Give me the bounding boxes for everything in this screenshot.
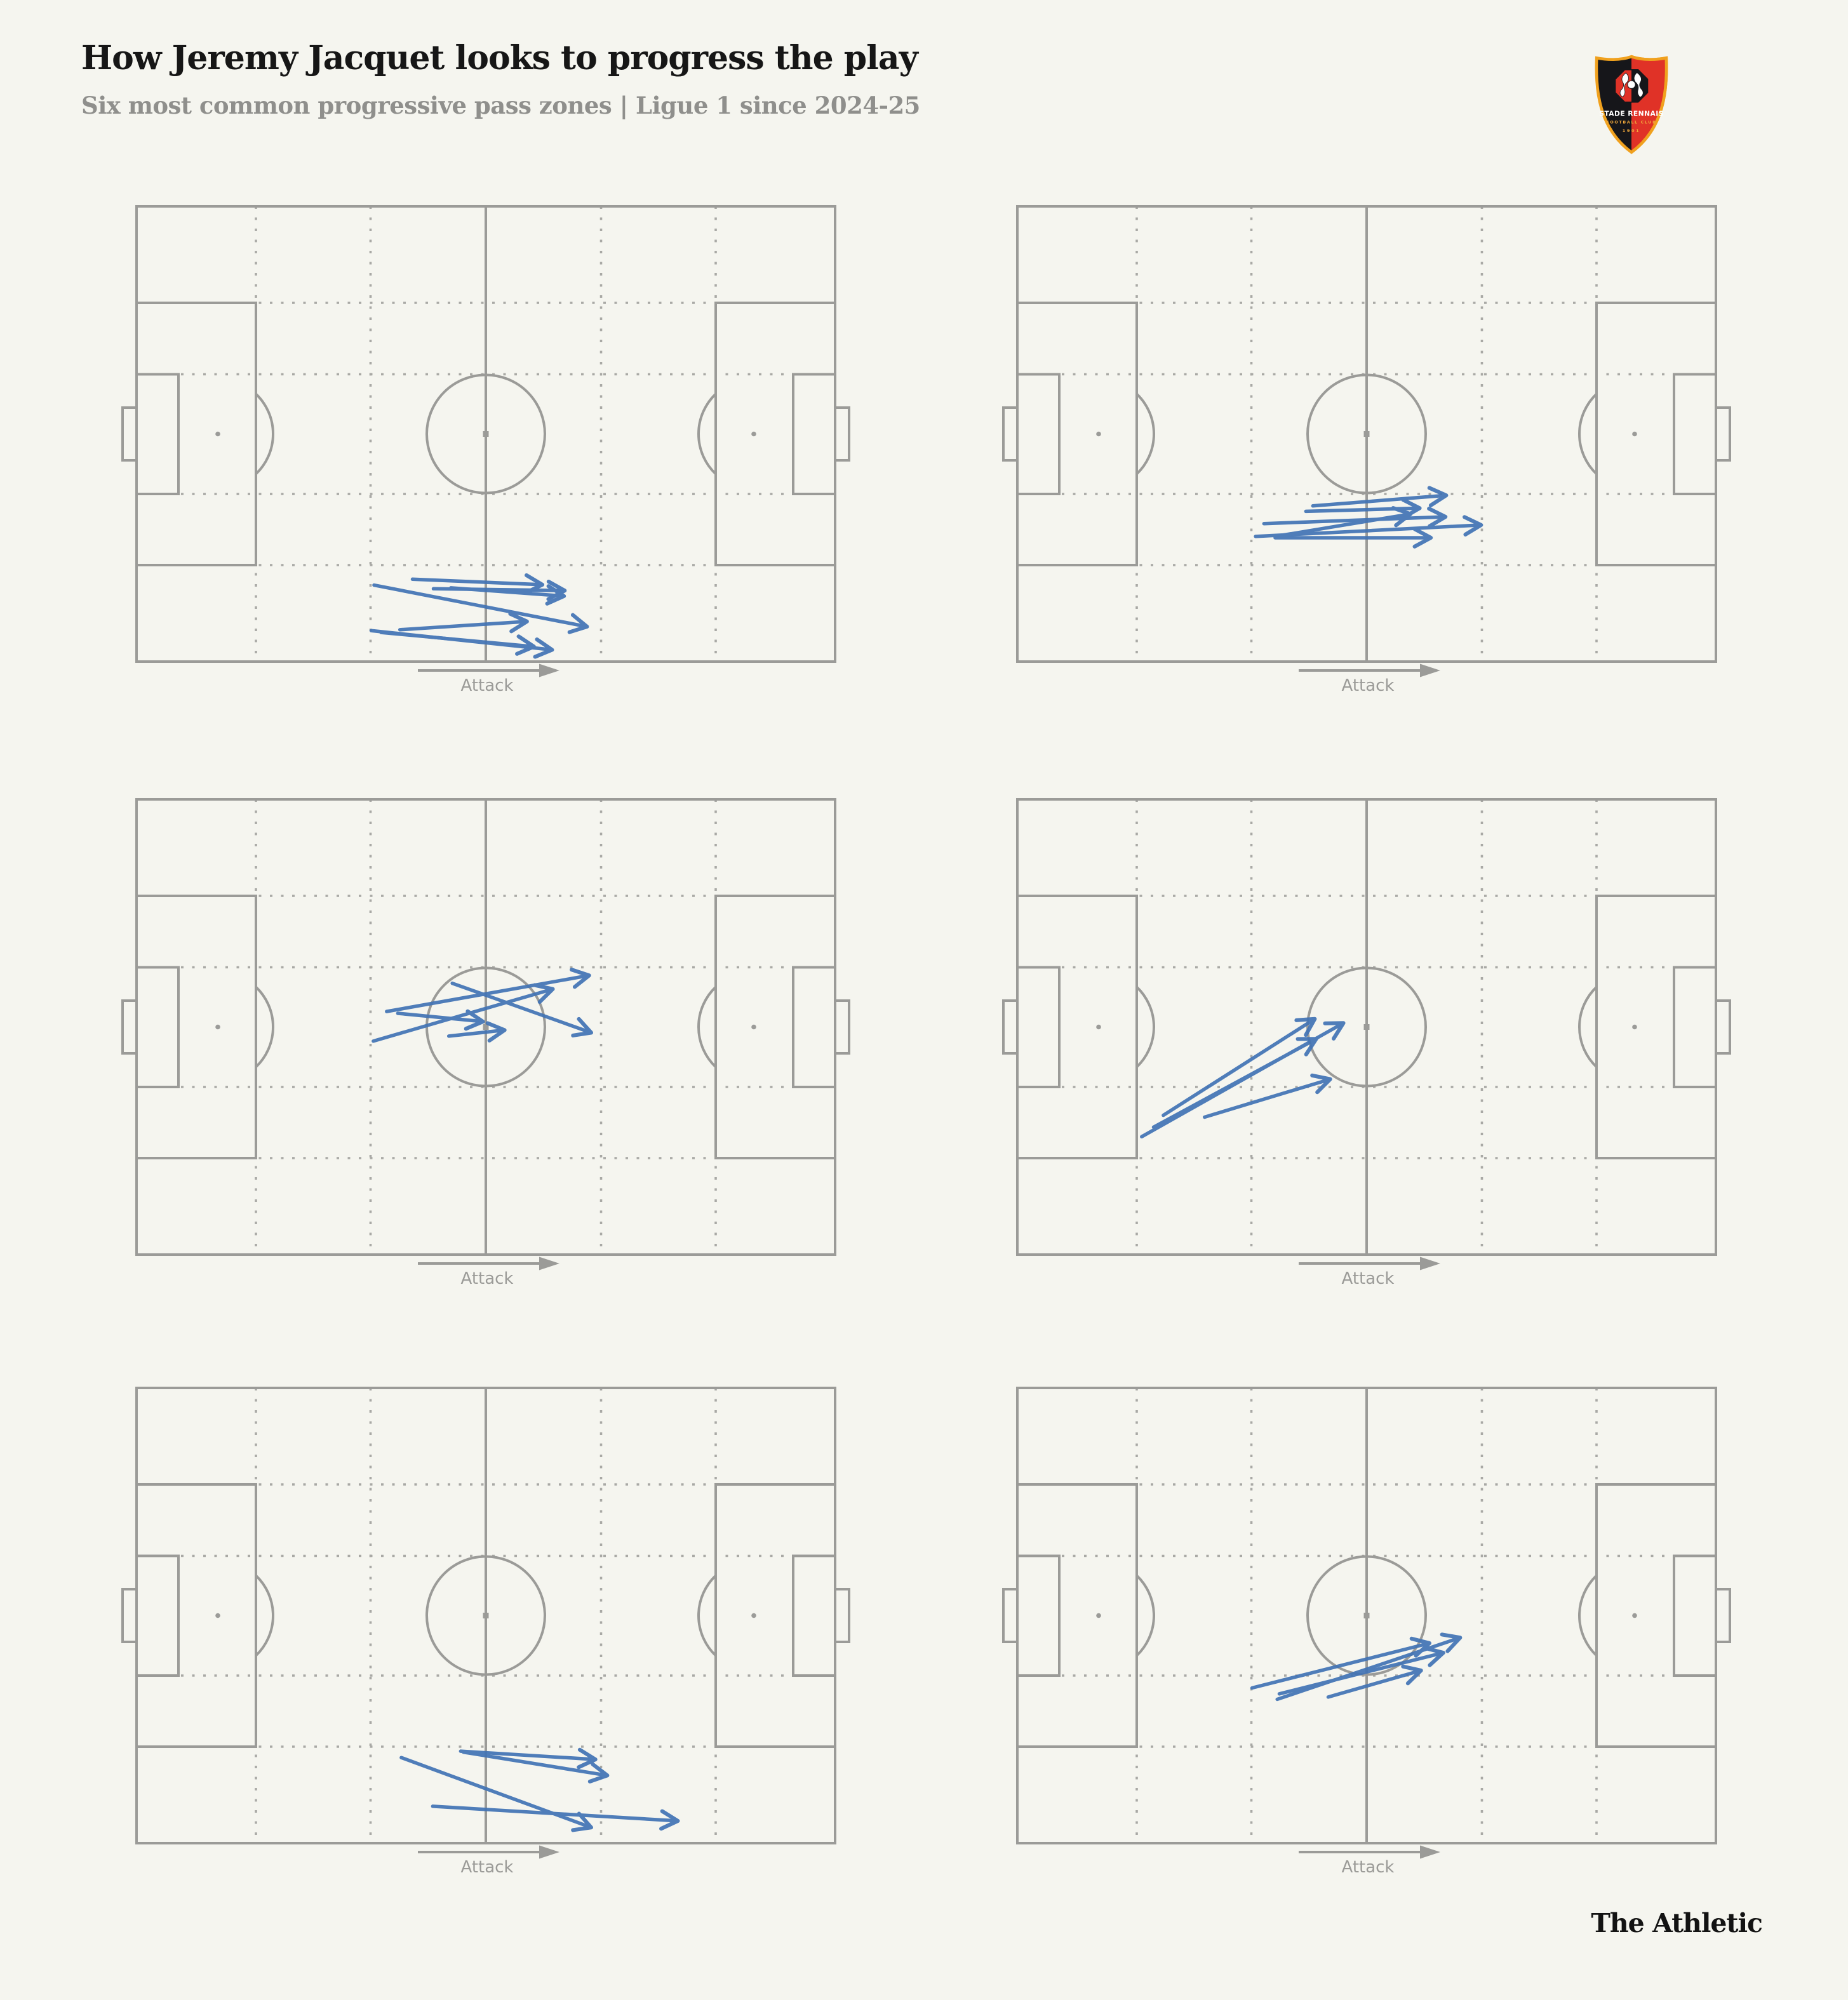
pass-arrows (372, 579, 587, 650)
pass-zone-panel-6 (1001, 1385, 1732, 1886)
pitch-spots (215, 1613, 756, 1618)
attack-label: Attack (460, 1858, 514, 1877)
pass-arrows (401, 1751, 678, 1827)
page-subtitle: Six most common progressive pass zones | Ligue 1 since 2024-25 (81, 91, 920, 119)
pass-arrow (1163, 1019, 1315, 1115)
pass-arrow (400, 622, 526, 630)
attack-direction-arrow (418, 664, 559, 696)
pass-zone-panel-4 (1001, 796, 1732, 1298)
pass-zone-panel-1 (121, 203, 851, 705)
pitch-6 (1001, 1385, 1732, 1886)
pitch-spots (1096, 1613, 1637, 1618)
pitch-spots (1096, 431, 1637, 437)
attack-label: Attack (460, 676, 514, 695)
pass-arrow (1205, 1079, 1330, 1117)
attack-direction-arrow (418, 1846, 559, 1877)
pass-zone-panel-5 (121, 1385, 851, 1886)
pass-arrow (1313, 495, 1445, 505)
header (81, 39, 920, 119)
pass-arrow (381, 632, 533, 646)
attack-direction-arrow (1299, 664, 1440, 696)
pass-arrows (373, 975, 591, 1041)
pitch-spots (1096, 1024, 1637, 1030)
crest-club-name: STADE RENNAIS (1599, 109, 1664, 118)
pitch-5 (121, 1385, 851, 1886)
pass-zone-panel-2 (1001, 203, 1732, 705)
pass-arrow (432, 1806, 677, 1821)
attack-direction-arrow (1299, 1257, 1440, 1289)
pass-arrows (1142, 1019, 1343, 1137)
pitch-3 (121, 796, 851, 1298)
pass-arrow (452, 983, 591, 1032)
pass-arrow (387, 975, 589, 1011)
pitch-spots (215, 431, 756, 437)
page-title: How Jeremy Jacquet looks to progress the play (81, 39, 918, 77)
pass-arrow (1154, 1039, 1316, 1127)
crest-octagon (1616, 70, 1648, 102)
the-athletic-wordmark: The Athletic (1591, 1908, 1762, 1938)
pitch-2 (1001, 203, 1732, 705)
pitch-1 (121, 203, 851, 705)
pass-arrow (1277, 1638, 1459, 1700)
attack-label: Attack (1341, 1269, 1395, 1288)
pitch-spots (215, 1024, 756, 1030)
pitch-4 (1001, 796, 1732, 1298)
attack-direction-arrow (1299, 1846, 1440, 1877)
crest-club-sub: FOOTBALL CLUB (1606, 120, 1657, 125)
pass-zone-panel-3 (121, 796, 851, 1298)
pass-arrows (1255, 495, 1480, 538)
pass-arrow (1252, 1643, 1429, 1688)
attack-label: Attack (1341, 1858, 1395, 1877)
attack-label: Attack (1341, 676, 1395, 695)
pass-arrow (1306, 508, 1419, 511)
crest-ball (1628, 81, 1635, 88)
attack-direction-arrow (418, 1257, 559, 1289)
pass-arrow (449, 1030, 504, 1036)
attack-label: Attack (460, 1269, 514, 1288)
crest-founded-year: 1901 (1622, 128, 1641, 134)
pass-arrows (1252, 1638, 1460, 1700)
stade-rennais-crest-logo (1591, 53, 1672, 156)
pass-arrow (413, 579, 542, 585)
